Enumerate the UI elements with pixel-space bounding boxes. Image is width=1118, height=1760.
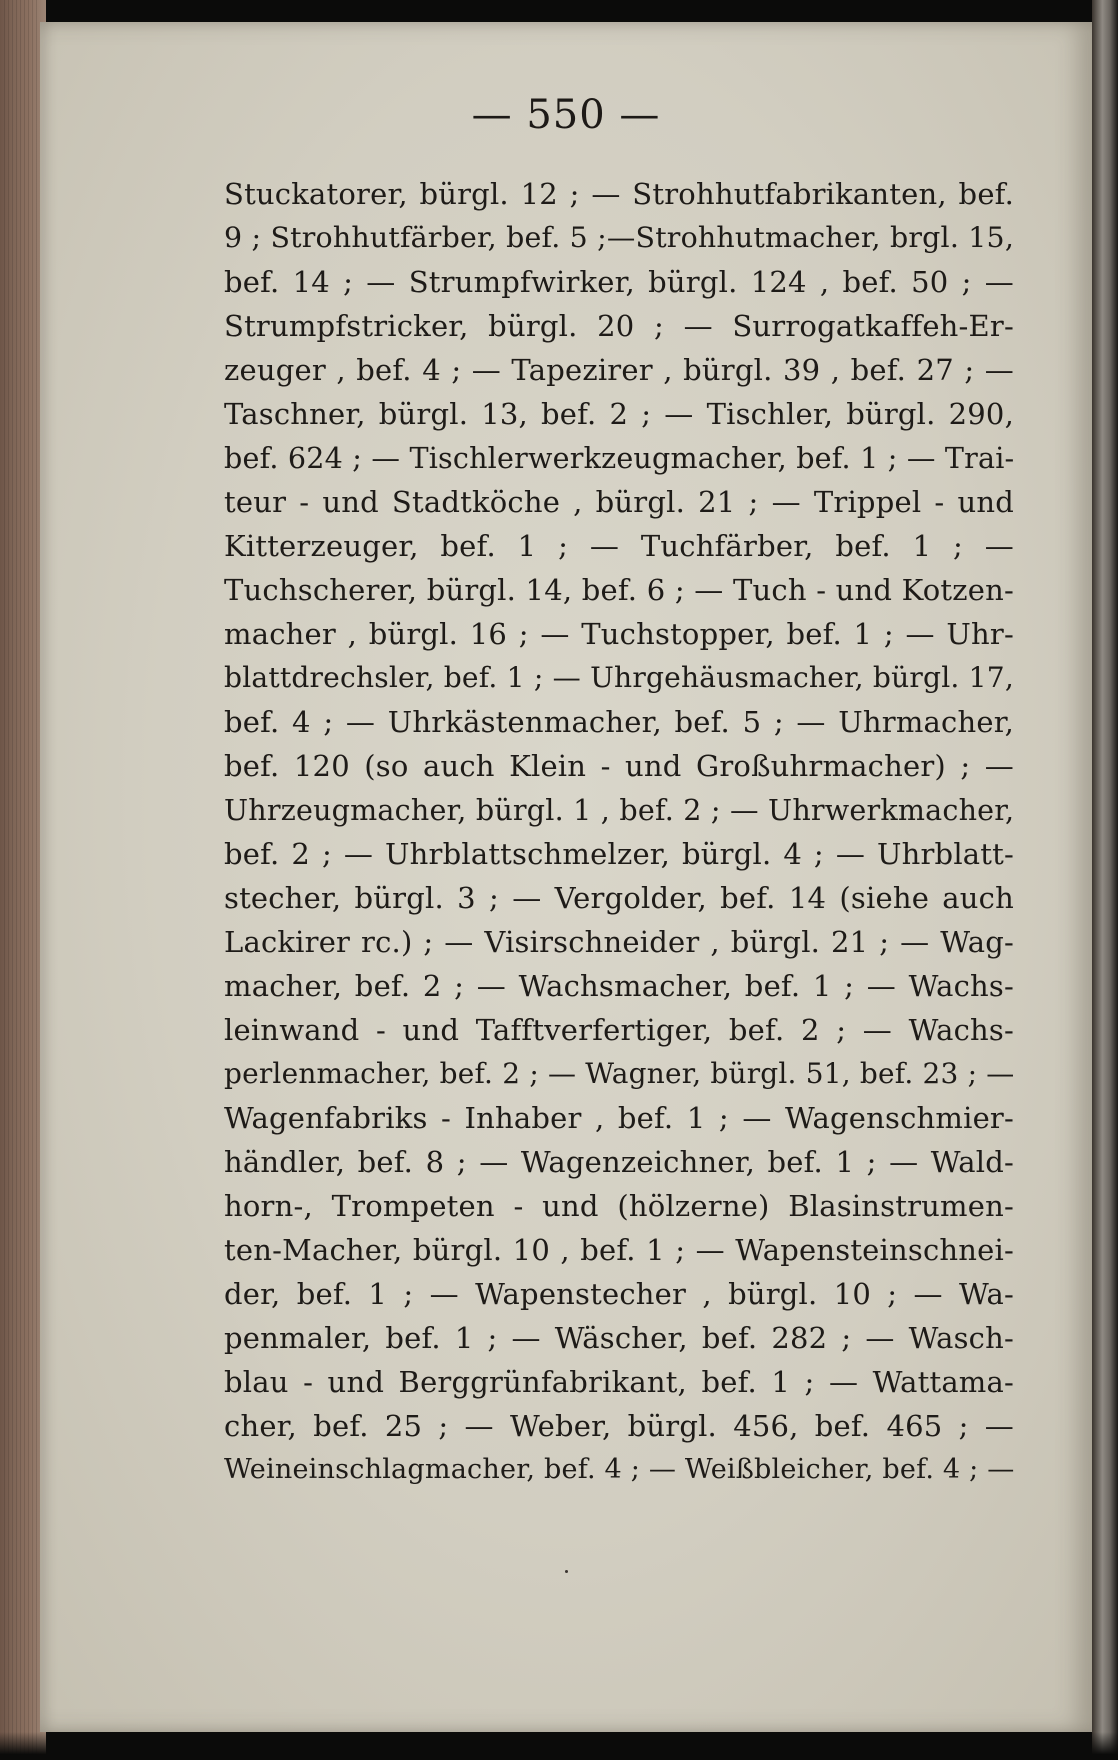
text-line: bef. 120 (so auch Klein - und Großuhrmacher) ; — (224, 749, 1014, 783)
text-line: händler, bef. 8 ; — Wagenzeichner, bef. 1 ; — Wald- (224, 1145, 1014, 1179)
text-line: bef. 2 ; — Uhrblattschmelzer, bürgl. 4 ; — Uhrblatt- (224, 837, 1014, 871)
text-line: der, bef. 1 ; — Wapenstecher , bürgl. 10 ; — Wa- (224, 1277, 1014, 1311)
text-line: Uhrzeugmacher, bürgl. 1 , bef. 2 ; — Uhrwerkmacher, (224, 793, 1015, 827)
text-line: bef. 4 ; — Uhrkästenmacher, bef. 5 ; — Uhrmacher, (224, 705, 1014, 739)
text-line: zeuger , bef. 4 ; — Tapezirer , bürgl. 39 , bef. 27 ; — (224, 353, 1014, 387)
text-line: Strumpfstricker, bürgl. 20 ; — Surrogatkaffeh-Er- (224, 309, 1014, 343)
paper-speck (565, 1570, 568, 1573)
book-binding-edge (1092, 0, 1118, 1760)
text-line: 9 ; Strohhutfärber, bef. 5 ;—Strohhutmacher, brgl. 15, (224, 221, 1015, 254)
text-line: perlenmacher, bef. 2 ; — Wagner, bürgl. 51, bef. 23 ; — (224, 1057, 1015, 1090)
text-line: Weineinschlagmacher, bef. 4 ; — Weißbleicher, bef. 4 ; — (224, 1454, 1015, 1485)
text-line: cher, bef. 25 ; — Weber, bürgl. 456, bef. 465 ; — (224, 1409, 1014, 1443)
text-line: Wagenfabriks - Inhaber , bef. 1 ; — Wagenschmier- (224, 1101, 1014, 1135)
text-line: macher , bürgl. 16 ; — Tuchstopper, bef. 1 ; — Uhr- (224, 617, 1014, 651)
text-line: macher, bef. 2 ; — Wachsmacher, bef. 1 ; — Wachs- (224, 969, 1014, 1003)
text-line: Tuchscherer, bürgl. 14, bef. 6 ; — Tuch - und Kotzen- (224, 573, 1014, 607)
page-number: — 550 — (471, 92, 661, 138)
text-line: horn-, Trompeten - und (hölzerne) Blasinstrumen- (224, 1189, 1014, 1223)
text-line: bef. 624 ; — Tischlerwerkzeugmacher, bef. 1 ; — Trai- (224, 441, 1015, 475)
text-line: ten-Macher, bürgl. 10 , bef. 1 ; — Wapensteinschnei- (224, 1233, 1014, 1267)
scan-bottom-shadow (0, 1732, 1118, 1760)
text-line: blattdrechsler, bef. 1 ; — Uhrgehäusmacher, bürgl. 17, (224, 661, 1014, 694)
page-body (224, 172, 1014, 1492)
text-line: leinwand - und Tafftverfertiger, bef. 2 ; — Wachs- (224, 1013, 1014, 1047)
text-line: blau - und Berggrünfabrikant, bef. 1 ; — Wattama- (224, 1365, 1014, 1399)
text-line: Taschner, bürgl. 13, bef. 2 ; — Tischler, bürgl. 290, (224, 397, 1014, 431)
text-line: stecher, bürgl. 3 ; — Vergolder, bef. 14 (siehe auch (224, 881, 1014, 915)
text-line: Stuckatorer, bürgl. 12 ; — Strohhutfabrikanten, bef. (224, 177, 1014, 211)
text-line: teur - und Stadtköche , bürgl. 21 ; — Trippel - und (224, 485, 1014, 519)
text-line: penmaler, bef. 1 ; — Wäscher, bef. 282 ; — Wasch- (224, 1321, 1014, 1355)
text-line: bef. 14 ; — Strumpfwirker, bürgl. 124 , bef. 50 ; — (224, 265, 1014, 299)
text-line: Kitterzeuger, bef. 1 ; — Tuchfärber, bef. 1 ; — (224, 529, 1014, 563)
text-line: Lackirer rc.) ; — Visirschneider , bürgl. 21 ; — Wag- (224, 925, 1014, 959)
